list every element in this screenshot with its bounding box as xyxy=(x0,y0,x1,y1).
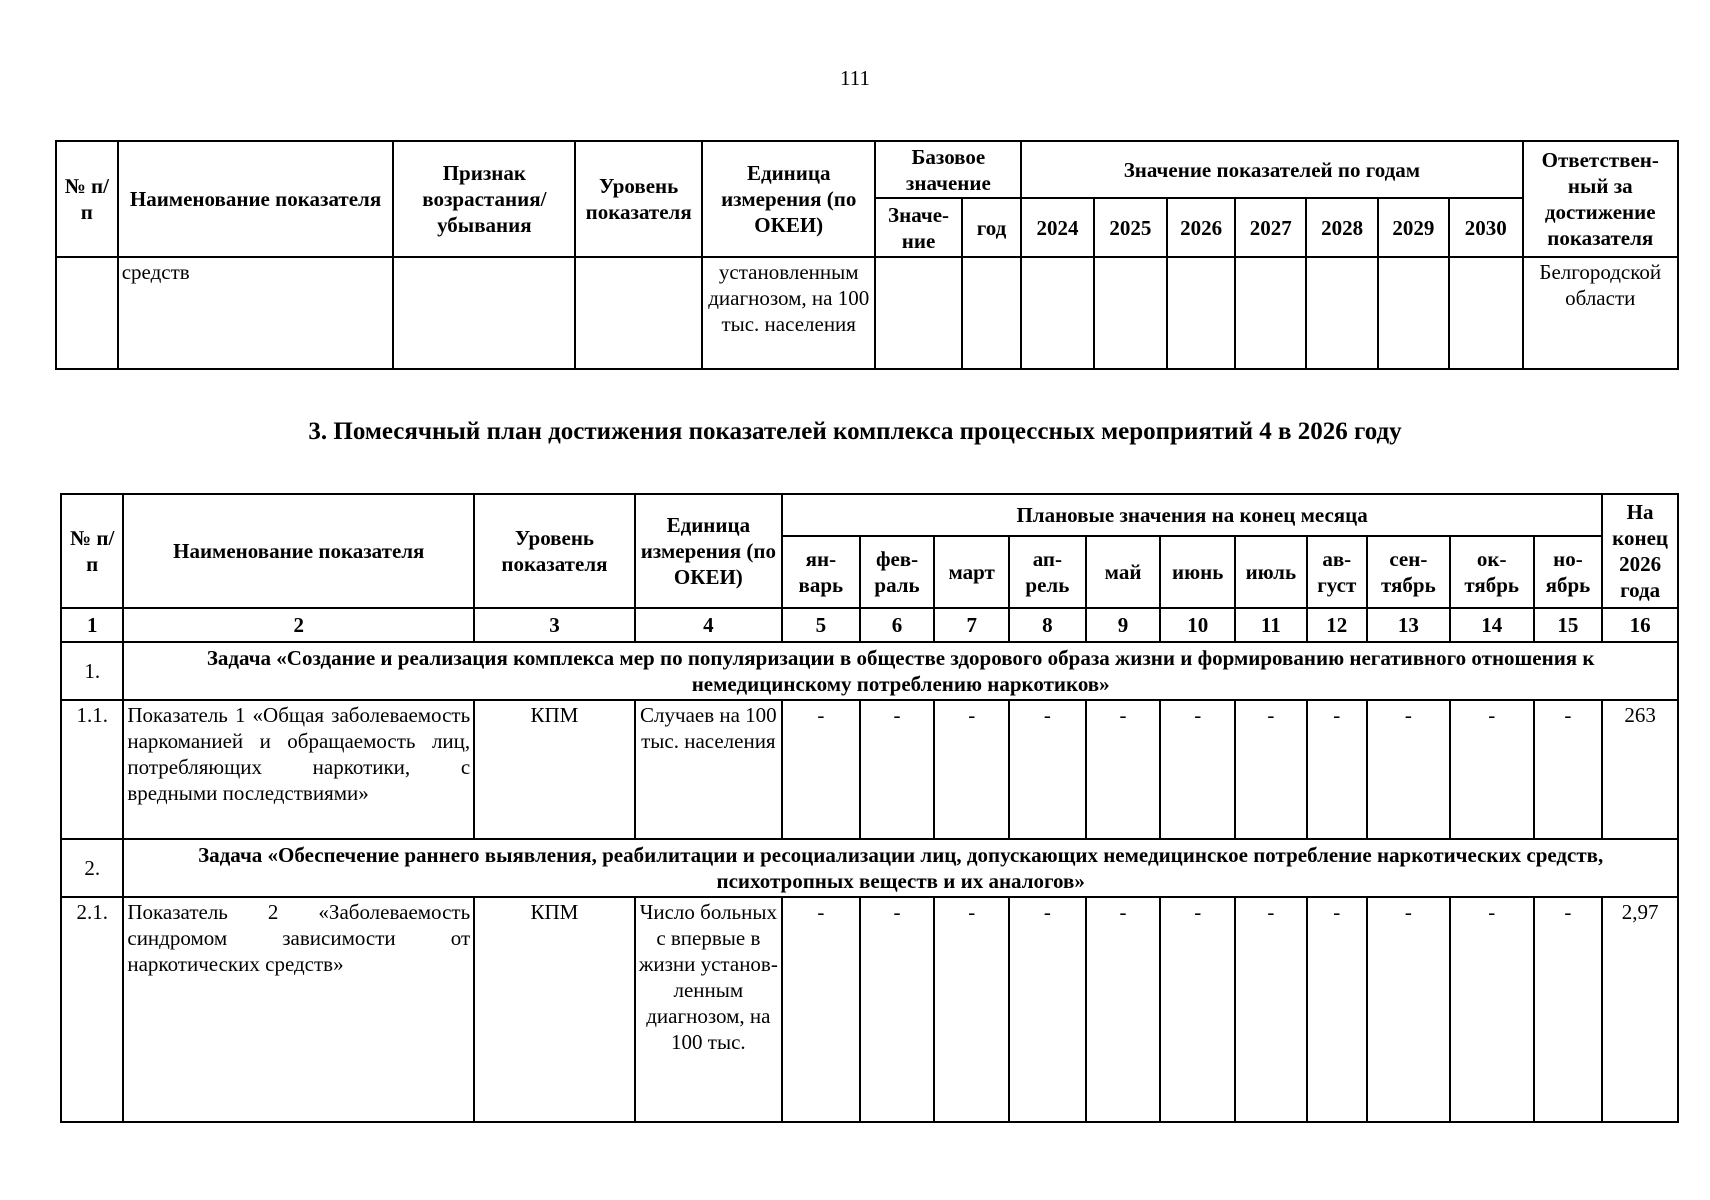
cell-level xyxy=(575,257,702,369)
header-year: 2025 xyxy=(1094,198,1167,257)
header-year: 2024 xyxy=(1021,198,1093,257)
row-month-value: - xyxy=(1009,700,1086,839)
column-number: 8 xyxy=(1009,608,1086,642)
row-month-value: - xyxy=(1367,897,1450,1122)
cell-year xyxy=(1235,257,1306,369)
row-month-value: - xyxy=(1534,897,1603,1122)
column-number: 14 xyxy=(1450,608,1534,642)
row-month-value: - xyxy=(934,897,1009,1122)
cell-sign xyxy=(393,257,575,369)
header-year: 2029 xyxy=(1378,198,1449,257)
column-number: 3 xyxy=(474,608,635,642)
cell-year xyxy=(1167,257,1235,369)
header-num: № п/п xyxy=(56,141,118,257)
column-numbers-row xyxy=(61,608,1678,642)
row-month-value: - xyxy=(1534,700,1603,839)
column-number: 5 xyxy=(782,608,860,642)
indicators-by-year-table xyxy=(55,140,1679,370)
row-month-value: - xyxy=(1160,700,1235,839)
row-end-value: 2,97 xyxy=(1602,897,1678,1122)
task-row xyxy=(61,839,1678,897)
row-month-value: - xyxy=(934,700,1009,839)
cell-base-year xyxy=(962,257,1022,369)
row-month-value: - xyxy=(1160,897,1235,1122)
header-month: июнь xyxy=(1160,536,1235,608)
row-month-value: - xyxy=(1235,897,1307,1122)
cell-responsible: Белгородской области xyxy=(1523,257,1678,369)
column-number: 15 xyxy=(1534,608,1603,642)
table-row xyxy=(61,700,1678,839)
header-month: фев-раль xyxy=(860,536,935,608)
row-month-value: - xyxy=(1450,897,1534,1122)
cell-num xyxy=(56,257,118,369)
row-month-value: - xyxy=(1307,897,1367,1122)
row-month-value: - xyxy=(1086,700,1161,839)
cell-year xyxy=(1094,257,1167,369)
row-unit: Случаев на 100 тыс. населения xyxy=(635,700,782,839)
row-month-value: - xyxy=(1009,897,1086,1122)
header-years-group: Значение показателей по годам xyxy=(1021,141,1522,198)
header-year: 2026 xyxy=(1167,198,1235,257)
header-month: ян-варь xyxy=(782,536,860,608)
header-month: но-ябрь xyxy=(1534,536,1603,608)
cell-name: средств xyxy=(118,257,394,369)
row-month-value: - xyxy=(1307,700,1367,839)
row-month-value: - xyxy=(860,897,935,1122)
row-unit: Число больных с впервые в жизни установ-ленным диагнозом, на 100 тыс. xyxy=(635,897,782,1122)
row-month-value: - xyxy=(1235,700,1307,839)
cell-base-value xyxy=(875,257,961,369)
header-name: Наименование показателя xyxy=(118,141,394,257)
header-plan-group: Плановые значения на конец месяца xyxy=(782,494,1602,536)
task-text: Задача «Создание и реализация комплекса мер по популяризации в обществе здорового образа жизни и формированию негативного отношения к немедицинскому потреблению наркотиков» xyxy=(123,642,1678,700)
row-name: Показатель 2 «Заболеваемость синдромом зависимости от наркотических средств» xyxy=(123,897,474,1122)
header-base: Базовое значение xyxy=(875,141,1021,198)
cell-unit: установленным диагнозом, на 100 тыс. населения xyxy=(702,257,875,369)
header-level: Уровень показателя xyxy=(575,141,702,257)
cell-year xyxy=(1378,257,1449,369)
task-row xyxy=(61,642,1678,700)
column-number: 9 xyxy=(1086,608,1161,642)
header-level: Уровень показателя xyxy=(474,494,635,608)
header-num: № п/п xyxy=(61,494,123,608)
monthly-plan-table xyxy=(60,493,1679,1123)
row-level: КПМ xyxy=(474,700,635,839)
column-number: 7 xyxy=(934,608,1009,642)
header-name: Наименование показателя xyxy=(123,494,474,608)
row-num: 2.1. xyxy=(61,897,123,1122)
header-sign: Признак возрастания/ убывания xyxy=(393,141,575,257)
task-text: Задача «Обеспечение раннего выявления, реабилитации и ресоциализации лиц, допускающих немедицинское потребление наркотических средств, психотропных веществ и их аналогов» xyxy=(123,839,1678,897)
task-num: 1. xyxy=(61,642,123,700)
column-number: 1 xyxy=(61,608,123,642)
row-month-value: - xyxy=(782,700,860,839)
cell-year xyxy=(1021,257,1093,369)
row-month-value: - xyxy=(782,897,860,1122)
table-row xyxy=(56,257,1678,369)
header-month: ок-тябрь xyxy=(1450,536,1534,608)
header-year: 2028 xyxy=(1306,198,1377,257)
column-number: 6 xyxy=(860,608,935,642)
header-month: сен-тябрь xyxy=(1367,536,1450,608)
row-num: 1.1. xyxy=(61,700,123,839)
table-row xyxy=(61,897,1678,1122)
header-month: май xyxy=(1086,536,1161,608)
column-number: 11 xyxy=(1235,608,1307,642)
column-number: 4 xyxy=(635,608,782,642)
header-unit: Единица измерения (по ОКЕИ) xyxy=(702,141,875,257)
header-month: ав-густ xyxy=(1307,536,1367,608)
column-number: 2 xyxy=(123,608,474,642)
header-end: На конец 2026 года xyxy=(1602,494,1678,608)
column-number: 12 xyxy=(1307,608,1367,642)
header-month: ап-рель xyxy=(1009,536,1086,608)
row-month-value: - xyxy=(1086,897,1161,1122)
header-month: март xyxy=(934,536,1009,608)
column-number: 13 xyxy=(1367,608,1450,642)
header-year: 2030 xyxy=(1449,198,1522,257)
cell-year xyxy=(1449,257,1522,369)
header-base-year: год xyxy=(962,198,1022,257)
header-year: 2027 xyxy=(1235,198,1306,257)
row-month-value: - xyxy=(1450,700,1534,839)
task-num: 2. xyxy=(61,839,123,897)
row-level: КПМ xyxy=(474,897,635,1122)
column-number: 10 xyxy=(1160,608,1235,642)
header-month: июль xyxy=(1235,536,1307,608)
row-name: Показатель 1 «Общая заболеваемость наркоманией и обращаемость лиц, потребляющих наркотики, с вредными последствиями» xyxy=(123,700,474,839)
column-number: 16 xyxy=(1602,608,1678,642)
header-responsible: Ответствен-ный за достижение показателя xyxy=(1523,141,1678,257)
row-month-value: - xyxy=(1367,700,1450,839)
header-base-value: Значе-ние xyxy=(875,198,961,257)
header-unit: Единица измерения (по ОКЕИ) xyxy=(635,494,782,608)
row-end-value: 263 xyxy=(1602,700,1678,839)
page-number: 111 xyxy=(840,66,870,90)
section-heading: 3. Помесячный план достижения показателей комплекса процессных мероприятий 4 в 2026 году xyxy=(308,418,1402,445)
cell-year xyxy=(1306,257,1377,369)
row-month-value: - xyxy=(860,700,935,839)
